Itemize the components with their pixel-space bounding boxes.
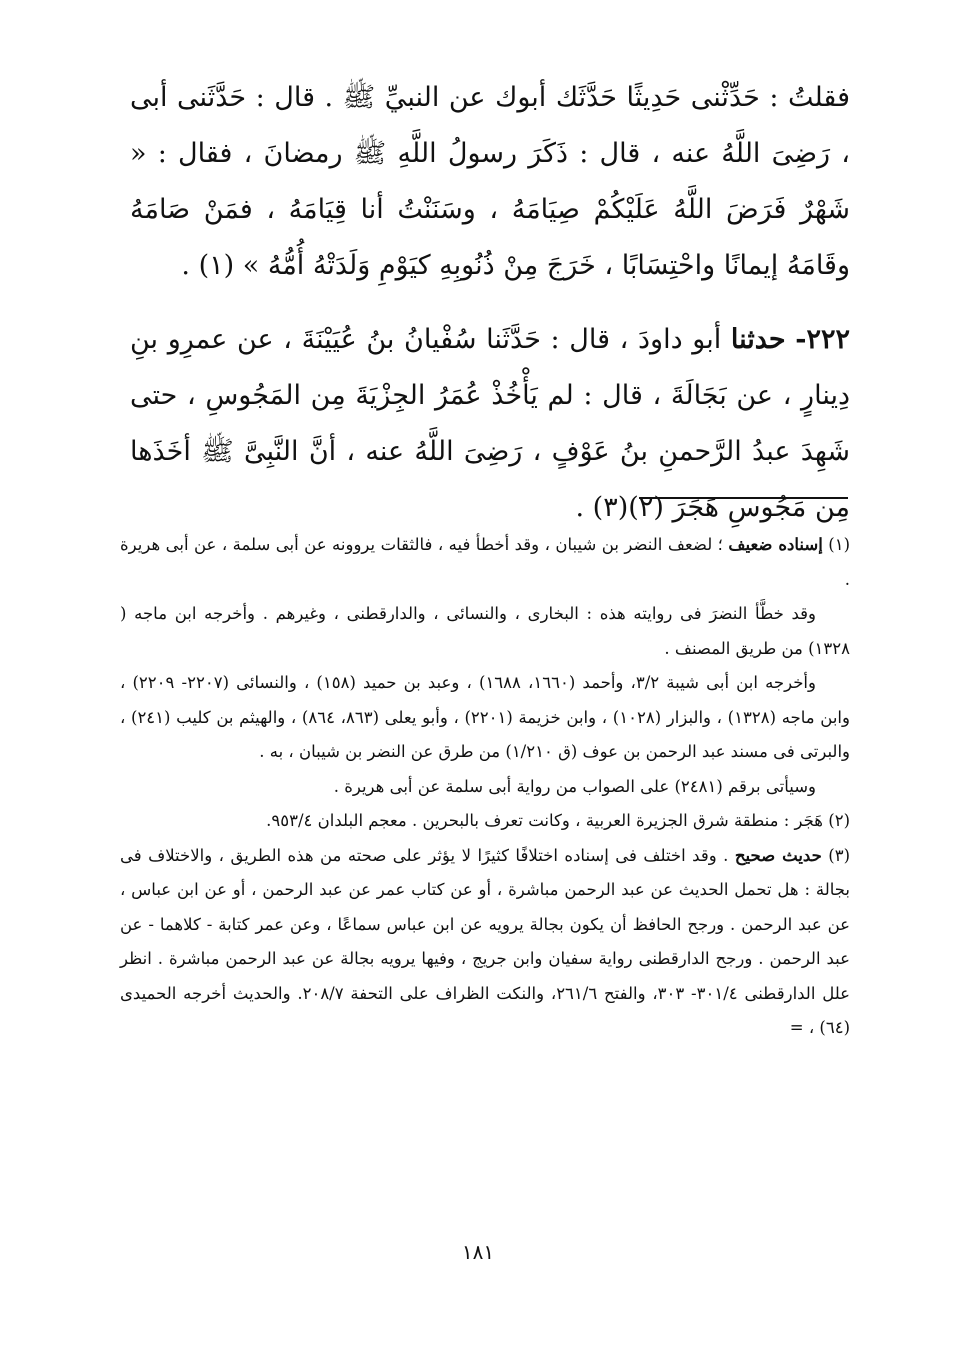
hadith-221-continuation: فقلتُ : حَدِّثْنى حَدِيثًا حَدَّثَك أبوك عن النبيِّ ﷺ . قال : حَدَّثَنى أبى ، رَضِىَ اللَّهُ عنه ، قال : ذَكَرَ رسولُ اللَّهِ ﷺ رمضانَ ، فقال : « شَهْرٌ فَرَضَ اللَّهُ عَلَيْكُمْ صِيَامَهُ ، وسَنَنْتُ أنا قِيَامَهُ ، فمَنْ صَامَهُ وقَامَهُ إيمانًا واحْتِسَابًا ، خَرَجَ مِنْ ذُنُوبِهِ كيَوْمِ وَلَدَتْهُ أُمُّهُ » (١) . (130, 82, 850, 281)
page-number: ١٨١ (461, 1240, 495, 1264)
footnote-1-paragraph-3: وأخرجه ابن أبى شيبة ٣/٢، وأحمد (١٦٦٠، ١٦٨٨) ، وعبد بن حميد (١٥٨) ، والنسائى (٢٢٠٧- ٢٢٠٩) ، وابن ماجه (١٣٢٨) ، والبزار (١٠٢٨) ، وابن خزيمة (٢٢٠١) ، وأبو يعلى (٨٦٣، ٨٦٤) ، والهيثم بن كليب (٢٤١) ، والبرتى فى مسند عبد الرحمن بن عوف (ق ١/٢١٠) من طرق عن النضر بن شيبان ، به . (120, 673, 850, 761)
hadith-222 (130, 312, 850, 536)
footnote-3-number: (٣) (828, 845, 850, 865)
hadith-number: ٢٢٢- (795, 324, 850, 355)
footnote-3 (120, 839, 850, 1046)
hadith-222-text: أبو داودَ ، قال : حَدَّثَنا سُفْيانُ بنُ عُيَيْنَةَ ، عن عمرِو بنِ دِينارٍ ، عن بَجَالَةَ ، قال : لم يَأْخُذْ عُمَرُ الجِزْيَةَ مِن المَجُوسِ ، حتى شَهِدَ عبدُ الرَّحمنِ بنُ عَوْفٍ ، رَضِىَ اللَّهُ عنه ، أنَّ النَّبِىَّ ﷺ أخَذَها مِن مَجُوسِ هَجَرَ (٢)(٣) . (130, 324, 850, 523)
footnote-1-paragraph-2: وقد خطَّأ النضرَ فى روايته هذه : البخارى ، والنسائى ، والدارقطنى ، وغيرهم . وأخرجه ابن ماجه ( ١٣٢٨) من طريق المصنف . (120, 604, 850, 658)
footnote-1-grade: إسناده ضعيف (728, 535, 823, 554)
footnote-divider (639, 497, 848, 499)
footnote-3-text: . وقد اختلف فى إسناده اختلافًا كثيرًا لا يؤثر على صحته من هذه الطريق ، والاختلاف فى بجالة : هل تحمل الحديث عن عبد الرحمن مباشرة ، أو عن كتاب عمر عن عبد الرحمن ، أو عن ابن عباس ، عن عبد الرحمن . ورجح الحافظ أن يكون بجالة يرويه عن ابن عباس سماعًا ، وعن عمر كتابة - كلاهما - عن عبد الرحمن . ورجح الدارقطنى رواية سفيان وابن جريج ، وفيها يرويه بجالة عن عبد الرحمن مباشرة . انظر علل الدارقطنى ٣٠١/٤- ٣٠٣، والفتح ٢٦١/٦، والنكت الظراف على التحفة ٢٠٨/٧. والحديث أخرجه الحميدى (٦٤) ، = (120, 845, 851, 1037)
footnote-1-text: ؛ لضعف النضر بن شيبان ، وقد أخطأ فيه ، فالثقات يروونه عن أبى سلمة ، عن أبى هريرة . (120, 535, 850, 589)
footnote-1-number: (١) (828, 535, 851, 554)
footnote-1-paragraph-4: وسيأتى برقم (٢٤٨١) على الصواب من رواية أبى سلمة عن أبى هريرة . (333, 776, 816, 796)
footnote-3-grade: حديث صحيح (734, 845, 822, 865)
footnotes-block (120, 528, 850, 1046)
footnote-1 (120, 528, 850, 597)
footnote-2: (٢) هَجَر : منطقة شرق الجزيرة العربية ، وكانت تعرف بالبحرين . معجم البلدان ٩٥٣/٤. (266, 811, 850, 830)
main-text-block (130, 70, 850, 536)
hadith-label: حدثنا (730, 324, 786, 355)
